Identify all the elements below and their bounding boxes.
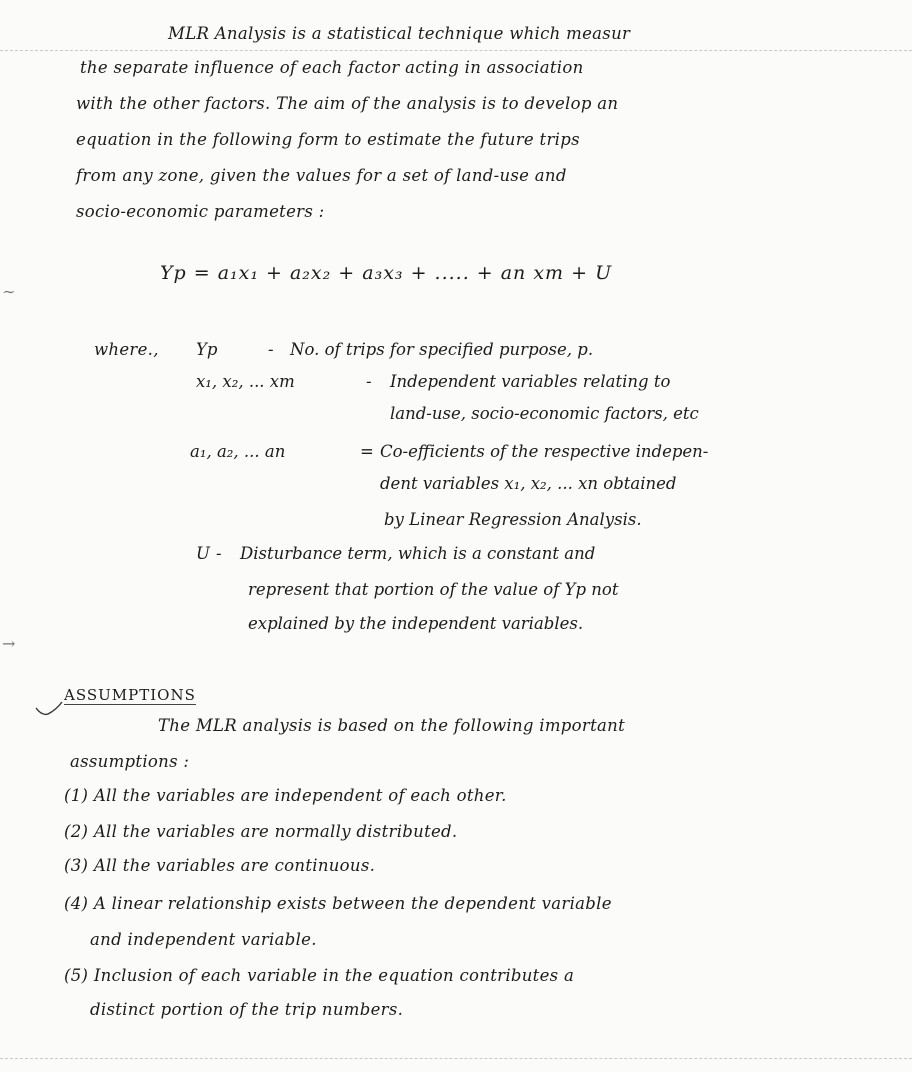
assumptions-intro-line-1: The MLR analysis is based on the following important: [158, 716, 626, 735]
assumption-text: All the variables are independent of each other.: [93, 786, 507, 805]
assumption-item: [64, 856, 375, 875]
page-rule: [0, 50, 912, 51]
assumption-text: A linear relationship exists between the dependent variable: [93, 894, 612, 913]
definition-text: by Linear Regression Analysis.: [384, 510, 642, 529]
intro-line-4: equation in the following form to estimate the future trips: [76, 130, 580, 149]
margin-mark: ∼: [2, 282, 16, 301]
definition-text: dent variables x₁, x₂, ... xn obtained: [380, 474, 677, 493]
definition-separator: =: [360, 442, 374, 461]
where-label: where.,: [94, 340, 159, 359]
assumption-item: [64, 786, 507, 805]
intro-line-2: the separate influence of each factor acting in association: [80, 58, 584, 77]
assumptions-heading: [64, 686, 196, 704]
assumptions-intro-line-2: assumptions :: [70, 752, 190, 771]
assumptions-heading-text: ASSUMPTIONS: [64, 686, 196, 704]
definition-separator: -: [366, 372, 372, 391]
definition-separator: -: [216, 544, 222, 563]
assumption-number: (3): [64, 856, 89, 875]
intro-line-6: socio-economic parameters :: [76, 202, 325, 221]
assumption-item: [64, 822, 457, 841]
assumption-text-continued: distinct portion of the trip numbers.: [90, 1000, 404, 1019]
definition-text: Disturbance term, which is a constant and: [240, 544, 596, 563]
assumption-number: (4): [64, 894, 89, 913]
assumption-number: (5): [64, 966, 89, 985]
definition-text: represent that portion of the value of Yp not: [248, 580, 619, 599]
assumption-item: [64, 966, 574, 985]
definition-term-a: a₁, a₂, ... an: [190, 442, 286, 461]
check-mark-icon: [34, 700, 64, 718]
definition-term-u: U: [196, 544, 210, 563]
page-rule: [0, 1058, 912, 1059]
definition-text: Co-efficients of the respective indepen-: [380, 442, 709, 461]
definition-text: land-use, socio-economic factors, etc: [390, 404, 699, 423]
definition-separator: -: [268, 340, 274, 359]
margin-mark: →: [2, 634, 16, 653]
definition-text: explained by the independent variables.: [248, 614, 584, 633]
assumption-item: [64, 894, 612, 913]
intro-line-3: with the other factors. The aim of the analysis is to develop an: [76, 94, 619, 113]
definition-term-yp: Yp: [196, 340, 218, 359]
intro-line-1: MLR Analysis is a statistical technique which measur: [168, 24, 631, 43]
regression-equation: Yp = a₁x₁ + a₂x₂ + a₃x₃ + ..... + an xm + U: [160, 262, 613, 284]
assumption-text: All the variables are normally distributed.: [93, 822, 458, 841]
assumption-number: (2): [64, 822, 89, 841]
definition-text: No. of trips for specified purpose, p.: [290, 340, 594, 359]
definition-text: Independent variables relating to: [390, 372, 671, 391]
assumption-text: Inclusion of each variable in the equation contributes a: [93, 966, 575, 985]
assumption-text: All the variables are continuous.: [93, 856, 376, 875]
definition-term-x: x₁, x₂, ... xm: [196, 372, 295, 391]
intro-line-5: from any zone, given the values for a set of land-use and: [76, 166, 567, 185]
assumption-text-continued: and independent variable.: [90, 930, 317, 949]
assumption-number: (1): [64, 786, 89, 805]
